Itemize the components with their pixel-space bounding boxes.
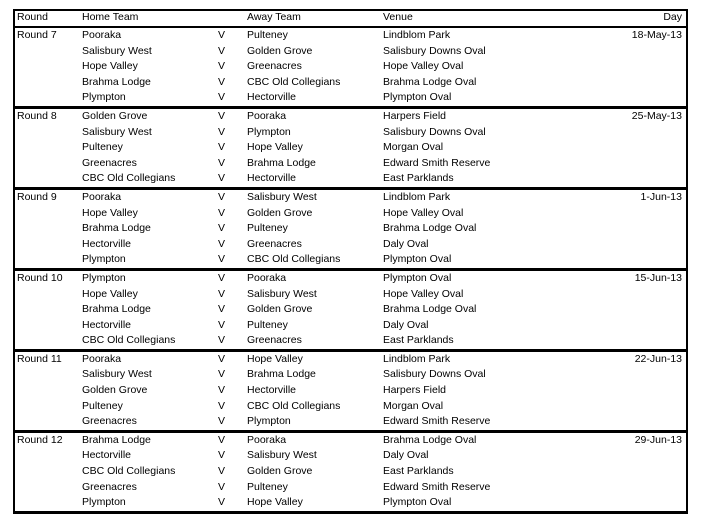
home-team: Greenacres [82, 480, 137, 493]
versus-mark: V [218, 399, 226, 412]
versus-mark: V [218, 465, 226, 478]
home-team: Plympton [82, 496, 126, 509]
away-team: Hectorville [247, 384, 297, 397]
table-row [15, 140, 686, 156]
venue: East Parklands [383, 465, 454, 478]
away-team: Pulteney [247, 29, 288, 41]
table-row [15, 221, 686, 237]
header-round: Round [17, 11, 48, 23]
round-label: Round 7 [17, 29, 57, 41]
versus-mark: V [218, 480, 226, 493]
home-team: Golden Grove [82, 384, 148, 397]
versus-mark: V [218, 433, 226, 446]
home-team: Brahma Lodge [82, 75, 151, 88]
round-block [13, 271, 688, 352]
round-block [13, 109, 688, 190]
home-team: Hectorville [82, 449, 132, 462]
table-row [15, 302, 686, 318]
home-team: Hope Valley [82, 206, 138, 219]
away-team: Salisbury West [247, 190, 317, 203]
venue: Morgan Oval [383, 141, 444, 154]
table-row [15, 367, 686, 383]
home-team: Salisbury West [82, 368, 152, 381]
away-team: CBC Old Collegians [247, 75, 341, 88]
home-team: Brahma Lodge [82, 222, 151, 235]
venue: Edward Smith Reserve [383, 415, 491, 428]
home-team: Plympton [82, 271, 126, 284]
versus-mark: V [218, 44, 226, 57]
round-label: Round 8 [17, 109, 57, 122]
versus-mark: V [218, 496, 226, 509]
versus-mark: V [218, 141, 226, 154]
venue: Daly Oval [383, 318, 429, 331]
away-team: Golden Grove [247, 303, 313, 316]
away-team: Golden Grove [247, 206, 313, 219]
away-team: Hope Valley [247, 141, 303, 154]
versus-mark: V [218, 190, 226, 203]
rounds-container [13, 28, 688, 514]
round-label: Round 9 [17, 190, 57, 203]
away-team: Hope Valley [247, 352, 303, 365]
versus-mark: V [218, 303, 226, 316]
home-team: Salisbury West [82, 44, 152, 57]
table-row [15, 109, 686, 125]
table-row [15, 206, 686, 222]
fixture-table [13, 9, 688, 514]
home-team: Greenacres [82, 415, 137, 428]
versus-mark: V [218, 222, 226, 235]
table-row [15, 464, 686, 480]
versus-mark: V [218, 415, 226, 428]
header-row [13, 9, 688, 28]
home-team: Hope Valley [82, 287, 138, 300]
header-day: Day [663, 11, 682, 23]
table-row [15, 171, 686, 187]
table-row [15, 59, 686, 75]
round-label: Round 11 [17, 352, 62, 365]
venue: Harpers Field [383, 109, 447, 122]
home-team: Golden Grove [82, 109, 148, 122]
round-day: 29-Jun-13 [634, 433, 682, 446]
table-row [15, 156, 686, 172]
round-block [13, 352, 688, 433]
away-team: Pulteney [247, 318, 288, 331]
away-team: Golden Grove [247, 44, 313, 57]
home-team: Pooraka [82, 352, 122, 365]
away-team: Pulteney [247, 222, 288, 235]
venue: Hope Valley Oval [383, 60, 464, 73]
table-row [15, 90, 686, 106]
table-row [15, 271, 686, 287]
versus-mark: V [218, 368, 226, 381]
away-team: Pooraka [247, 271, 287, 284]
round-day: 25-May-13 [631, 109, 682, 122]
away-team: Hectorville [247, 91, 297, 104]
venue: Salisbury Downs Oval [383, 125, 486, 138]
round-day: 15-Jun-13 [634, 271, 682, 284]
versus-mark: V [218, 91, 226, 104]
header-home-team: Home Team [82, 11, 139, 23]
table-row [15, 480, 686, 496]
table-row [15, 75, 686, 91]
venue: Plympton Oval [383, 253, 452, 266]
round-day: 1-Jun-13 [640, 190, 682, 203]
table-row [15, 383, 686, 399]
venue: East Parklands [383, 172, 454, 185]
away-team: Golden Grove [247, 465, 313, 478]
away-team: CBC Old Collegians [247, 253, 341, 266]
venue: Lindblom Park [383, 190, 451, 203]
table-row [15, 318, 686, 334]
home-team: Greenacres [82, 156, 137, 169]
venue: Edward Smith Reserve [383, 156, 491, 169]
away-team: CBC Old Collegians [247, 399, 341, 412]
home-team: Pooraka [82, 29, 122, 41]
versus-mark: V [218, 384, 226, 397]
away-team: Greenacres [247, 237, 302, 250]
venue: Hope Valley Oval [383, 206, 464, 219]
venue: Salisbury Downs Oval [383, 368, 486, 381]
versus-mark: V [218, 237, 226, 250]
versus-mark: V [218, 125, 226, 138]
home-team: CBC Old Collegians [82, 334, 176, 347]
home-team: CBC Old Collegians [82, 465, 176, 478]
home-team: Plympton [82, 91, 126, 104]
home-team: Hope Valley [82, 60, 138, 73]
versus-mark: V [218, 334, 226, 347]
round-day: 18-May-13 [631, 29, 682, 41]
table-row [15, 252, 686, 268]
away-team: Plympton [247, 415, 291, 428]
venue: Plympton Oval [383, 271, 452, 284]
versus-mark: V [218, 253, 226, 266]
versus-mark: V [218, 29, 226, 41]
versus-mark: V [218, 156, 226, 169]
home-team: Hectorville [82, 318, 132, 331]
table-row [15, 28, 686, 44]
away-team: Salisbury West [247, 449, 317, 462]
venue: Lindblom Park [383, 29, 451, 41]
venue: Edward Smith Reserve [383, 480, 491, 493]
venue: Salisbury Downs Oval [383, 44, 486, 57]
round-block [13, 28, 688, 109]
versus-mark: V [218, 271, 226, 284]
venue: Brahma Lodge Oval [383, 75, 477, 88]
away-team: Greenacres [247, 334, 302, 347]
home-team: Pooraka [82, 190, 122, 203]
versus-mark: V [218, 206, 226, 219]
away-team: Pooraka [247, 433, 287, 446]
round-label: Round 10 [17, 271, 63, 284]
home-team: Plympton [82, 253, 126, 266]
table-row [15, 190, 686, 206]
away-team: Hope Valley [247, 496, 303, 509]
versus-mark: V [218, 318, 226, 331]
venue: Daly Oval [383, 449, 429, 462]
versus-mark: V [218, 172, 226, 185]
table-row [15, 399, 686, 415]
venue: Brahma Lodge Oval [383, 222, 477, 235]
table-row [15, 125, 686, 141]
round-label: Round 12 [17, 433, 63, 446]
away-team: Salisbury West [247, 287, 317, 300]
table-row [15, 495, 686, 511]
table-row [15, 414, 686, 430]
round-block [13, 190, 688, 271]
home-team: Pulteney [82, 399, 123, 412]
table-row [15, 237, 686, 253]
venue: Lindblom Park [383, 352, 451, 365]
table-row [15, 333, 686, 349]
versus-mark: V [218, 352, 226, 365]
table-row [15, 433, 686, 449]
venue: East Parklands [383, 334, 454, 347]
home-team: Brahma Lodge [82, 433, 151, 446]
versus-mark: V [218, 287, 226, 300]
venue: Brahma Lodge Oval [383, 433, 477, 446]
away-team: Brahma Lodge [247, 156, 316, 169]
away-team: Brahma Lodge [247, 368, 316, 381]
venue: Plympton Oval [383, 496, 452, 509]
versus-mark: V [218, 60, 226, 73]
round-block [13, 433, 688, 514]
home-team: Hectorville [82, 237, 132, 250]
venue: Plympton Oval [383, 91, 452, 104]
home-team: CBC Old Collegians [82, 172, 176, 185]
home-team: Pulteney [82, 141, 123, 154]
away-team: Greenacres [247, 60, 302, 73]
versus-mark: V [218, 75, 226, 88]
versus-mark: V [218, 449, 226, 462]
table-row [15, 448, 686, 464]
home-team: Brahma Lodge [82, 303, 151, 316]
table-row [15, 352, 686, 368]
venue: Hope Valley Oval [383, 287, 464, 300]
home-team: Salisbury West [82, 125, 152, 138]
venue: Daly Oval [383, 237, 429, 250]
away-team: Pulteney [247, 480, 288, 493]
away-team: Pooraka [247, 109, 287, 122]
venue: Harpers Field [383, 384, 447, 397]
header-venue: Venue [383, 11, 413, 23]
table-row [15, 287, 686, 303]
venue: Brahma Lodge Oval [383, 303, 477, 316]
versus-mark: V [218, 109, 226, 122]
away-team: Plympton [247, 125, 291, 138]
away-team: Hectorville [247, 172, 297, 185]
table-row [15, 44, 686, 60]
round-day: 22-Jun-13 [634, 352, 682, 365]
venue: Morgan Oval [383, 399, 444, 412]
header-away-team: Away Team [247, 11, 301, 23]
